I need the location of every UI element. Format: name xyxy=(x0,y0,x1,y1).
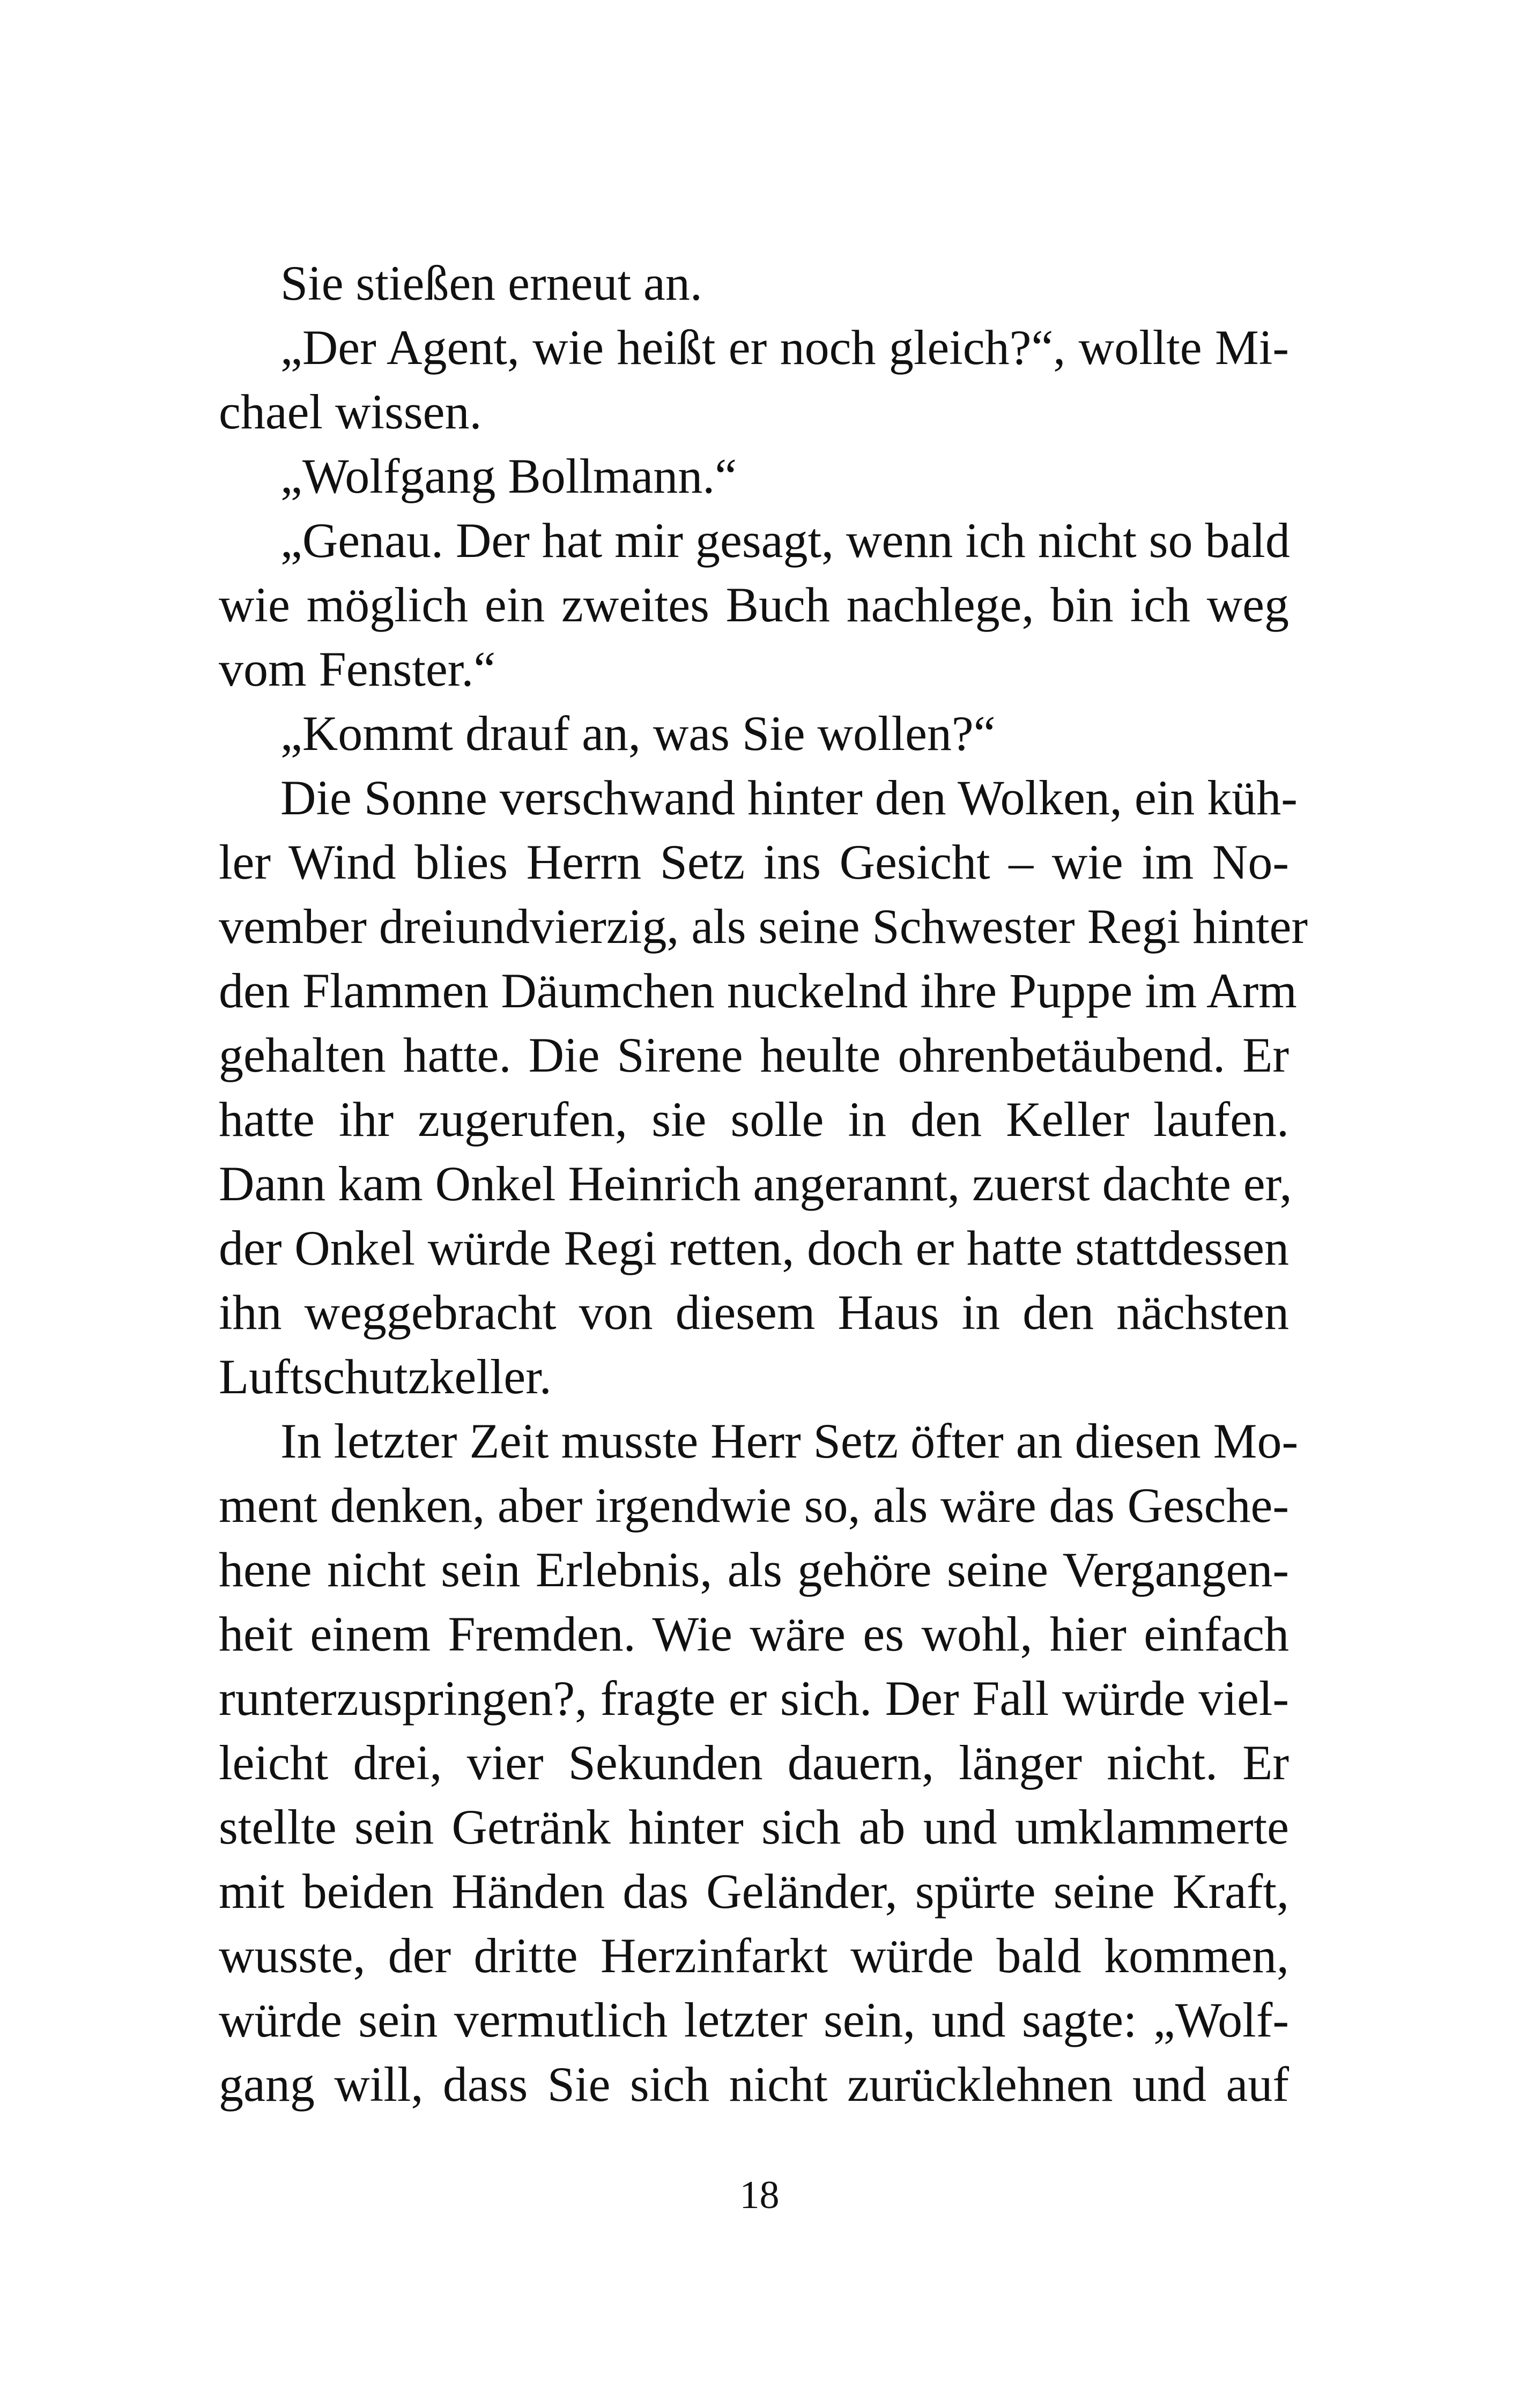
text-line: „Wolfgang Bollmann.“ xyxy=(280,449,737,503)
text-line: gang will, dass Sie sich nicht zurücklehnen und auf xyxy=(219,2057,1289,2112)
text-line: wie möglich ein zweites Buch nachlege, bin ich weg xyxy=(219,577,1289,632)
text-line: würde sein vermutlich letzter sein, und sagte: „Wolf- xyxy=(219,1993,1289,2047)
text-line: hatte ihr zugerufen, sie solle in den Keller laufen. xyxy=(219,1092,1289,1147)
text-line: In letzter Zeit musste Herr Setz öfter an diesen Mo- xyxy=(280,1414,1299,1468)
text-line: ler Wind blies Herrn Setz ins Gesicht – wie im No- xyxy=(219,835,1289,889)
text-line: vember dreiundvierzig, als seine Schwester Regi hinter xyxy=(219,899,1308,954)
text-line: „Kommt drauf an, was Sie wollen?“ xyxy=(280,706,996,761)
page-number: 18 xyxy=(739,2173,780,2217)
text-line: ihn weggebracht von diesem Haus in den nächsten xyxy=(219,1285,1289,1340)
text-line: den Flammen Däumchen nuckelnd ihre Puppe im Arm xyxy=(219,963,1297,1018)
text-line: runterzuspringen?, fragte er sich. Der Fall würde viel- xyxy=(219,1671,1289,1726)
text-line: leicht drei, vier Sekunden dauern, länger nicht. Er xyxy=(219,1735,1289,1790)
text-line: hene nicht sein Erlebnis, als gehöre seine Vergangen- xyxy=(219,1542,1289,1597)
text-line: Dann kam Onkel Heinrich angerannt, zuerst dachte er, xyxy=(219,1156,1292,1211)
text-line: Luftschutzkeller. xyxy=(219,1349,552,1404)
text-line: „Der Agent, wie heißt er noch gleich?“, wollte Mi- xyxy=(280,320,1289,375)
text-line: „Genau. Der hat mir gesagt, wenn ich nicht so bald xyxy=(280,513,1290,568)
text-line: mit beiden Händen das Geländer, spürte seine Kraft, xyxy=(219,1864,1289,1919)
text-line: wusste, der dritte Herzinfarkt würde bald kommen, xyxy=(219,1928,1289,1983)
text-line: chael wissen. xyxy=(219,384,482,439)
text-line: ment denken, aber irgendwie so, als wäre das Gesche- xyxy=(219,1478,1289,1533)
text-line: gehalten hatte. Die Sirene heulte ohrenbetäubend. Er xyxy=(219,1028,1289,1082)
text-line: der Onkel würde Regi retten, doch er hatte stattdessen xyxy=(219,1221,1289,1275)
text-line: Die Sonne verschwand hinter den Wolken, ein küh- xyxy=(280,770,1298,825)
text-line: vom Fenster.“ xyxy=(219,642,496,696)
text-line: heit einem Fremden. Wie wäre es wohl, hier einfach xyxy=(219,1607,1289,1661)
text-line: Sie stießen erneut an. xyxy=(280,256,702,310)
text-line: stellte sein Getränk hinter sich ab und umklammerte xyxy=(219,1800,1289,1854)
